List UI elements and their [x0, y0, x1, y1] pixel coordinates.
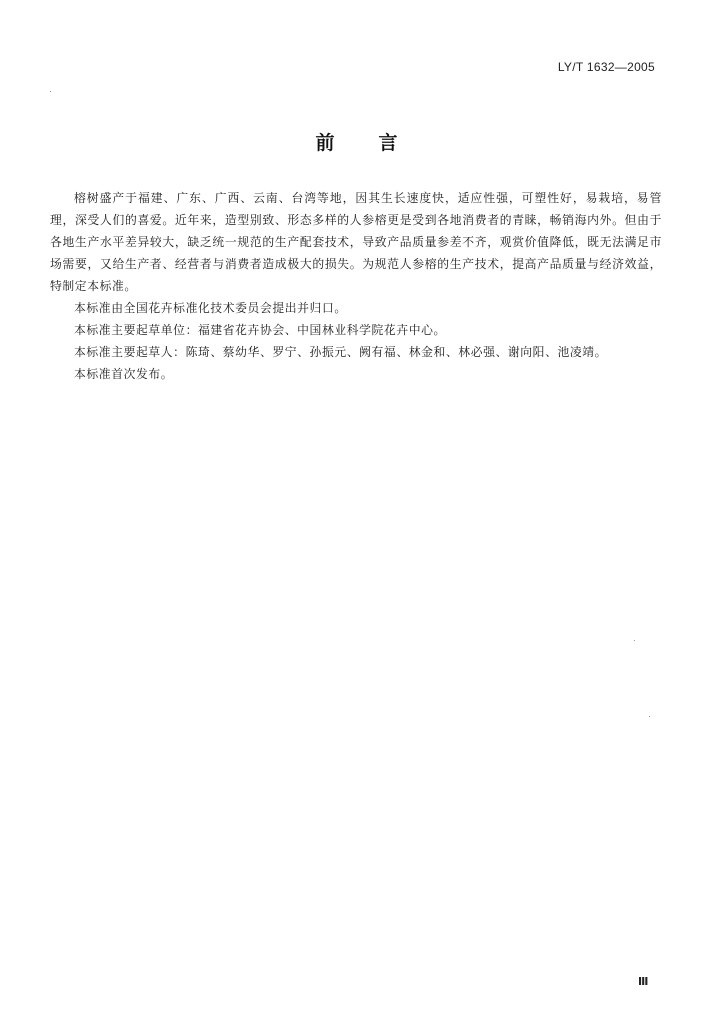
foreword-body [50, 187, 662, 385]
paragraph-intro: 榕树盛产于福建、广东、广西、云南、台湾等地，因其生长速度快，适应性强，可塑性好，易栽培，易管理，深受人们的喜爱。近年来，造型别致、形态多样的人参榕更是受到各地消费者的青睐，畅销海内外。但由于各地生产水平差异较大，缺乏统一规范的生产配套技术，导致产品质量参差不齐，观赏价值降低，既无法满足市场需要，又给生产者、经营者与消费者造成极大的损失。为规范人参榕的生产技术，提高产品质量与经济效益，特制定本标准。 [50, 191, 662, 293]
title-char-2: 言 [378, 132, 398, 154]
title-char-1: 前 [315, 132, 335, 154]
paragraph-proposer: 本标准由全国花卉标准化技术委员会提出并归口。 [74, 301, 347, 315]
page-title [0, 128, 713, 155]
paragraph-first-release: 本标准首次发布。 [74, 367, 174, 381]
scan-speck [50, 91, 51, 92]
scan-speck [634, 640, 635, 641]
page-number: Ⅲ [638, 975, 649, 988]
standard-code: LY/T 1632—2005 [557, 60, 655, 74]
paragraph-drafting-units: 本标准主要起草单位：福建省花卉协会、中国林业科学院花卉中心。 [74, 323, 446, 337]
paragraph-drafters: 本标准主要起草人：陈琦、蔡幼华、罗宁、孙振元、阙有福、林金和、林必强、谢向阳、池凌靖。 [74, 345, 608, 359]
scan-speck [649, 716, 650, 717]
